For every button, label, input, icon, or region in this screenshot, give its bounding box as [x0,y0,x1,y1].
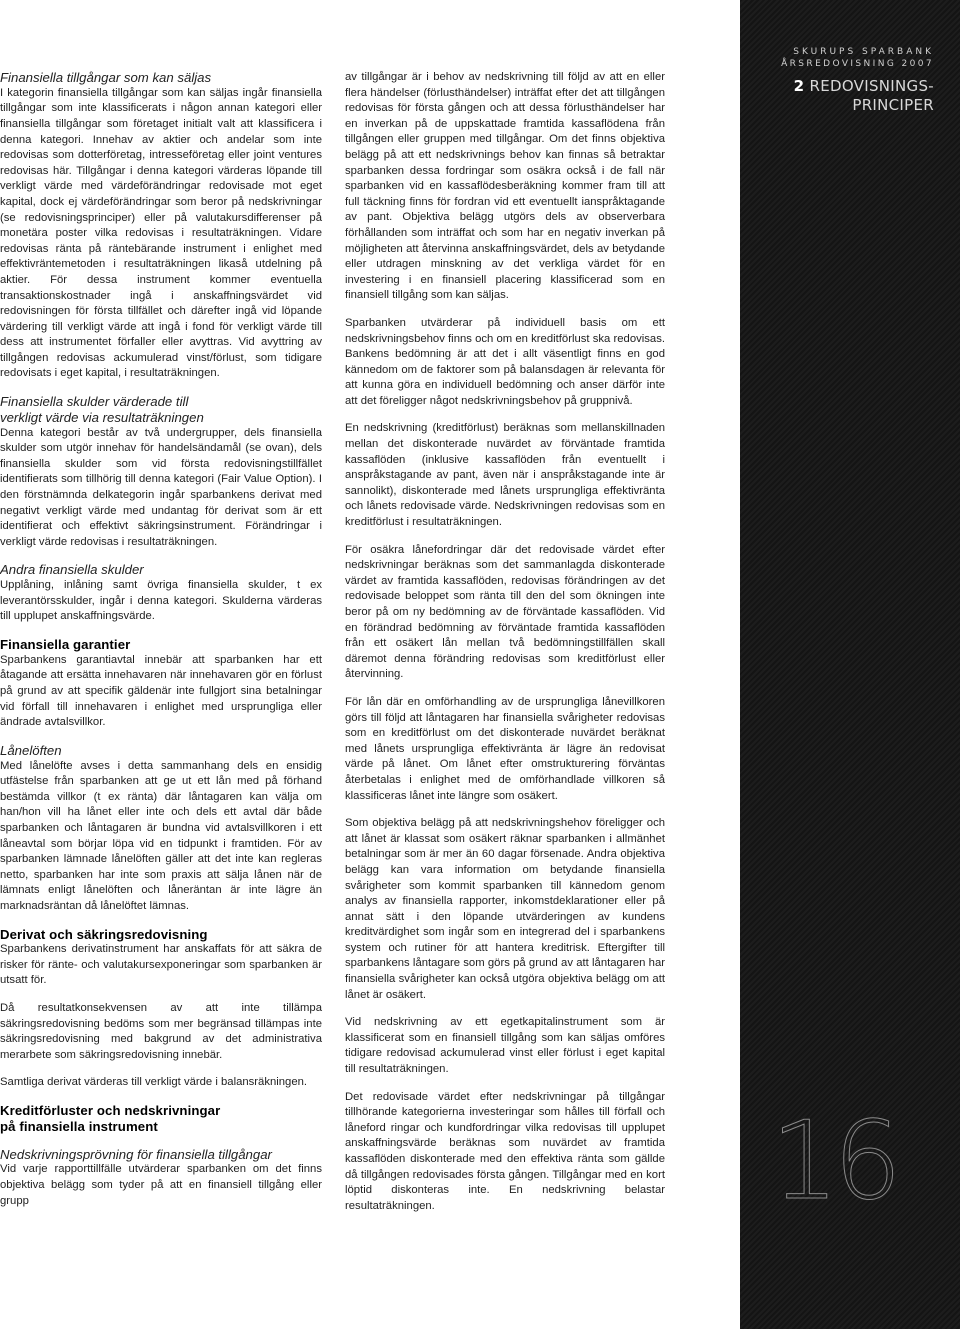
chapter-title-line1: REDOVISNINGS- [809,77,934,95]
paragraph-derivatives-3: Samtliga derivat värderas till verkligt värde i balansräkningen. [0,1076,308,1089]
heading-financial-guarantees: Finansiella garantier [0,637,131,652]
paragraph-loan-promises: Med lånelöfte avses i detta sammanhang dels en ensidig utfästelse från sparbanken att ge ut ett lån med på förhand bestämda villkor (t ex ränta) där låntagaren kan välja om han/hon vill ha lånet eller inte och dels ett avtal där både sparbanken och låntagaren är bundna vid avtalsvillkoren i ett låneavtal som börjar löpa vid en tidpunkt i framtiden. För av sparbanken lämnade lånelöften gäller att det inte kan regleras netto, sparbanken har inte som praxis att sälja lånen när de lämnats enligt lånelöften och låneräntan är inte lägre än marknadsräntan då lånelöftet lämnas. [0,759,322,912]
side-strip [740,0,960,1329]
paragraph-mid-5: För lån där en omförhandling av de ursprungliga lånevillkoren görs till följd att låntagaren har finansiella svårigheter redovisas som en kreditförlust om det diskonterade nuvärdet beräknat med lånets ursprungliga effektivränta är lägre än redovisat värde på lånet. Om lånet efter omstrukturering förväntas återbetalas i enlighet med de omförhandlade villkoren så klassificeras lånet inte längre som osäkert. [345,695,665,802]
paragraph-derivatives-1: Sparbankens derivatinstrument har anskaffats för att säkra de risker för ränte- och valutakursexponeringar som sparbanken är utsatt för. [0,943,322,987]
paragraph-mid-6: Som objektiva belägg på att nedskrivningshehov föreligger och att lånet är klassat som osäkert räknar sparbanken i allmänhet betalningar som är mer än 60 dagar försenade. Andra objektiva belägg kan vara information om betydande finansiella svårigheter som kommit sparbanken till kännedom genom analys av finansiella rapporter, inkomstdeklarationer eller på annat sätt i den löpande utvärderingen av kundens kreditvärdighet som ingår som en integrerad del i sparbankens system och rutiner för att hantera kreditrisk. Eftergifter till sparbankens låntagare som görs på grund av att låntagaren har finansiella svårigheter kan också utgöra objektiva belägg om att lånet är osäkert. [345,817,665,1001]
chapter-heading [794,77,934,115]
middle-column [345,70,665,1214]
left-column [0,70,322,1209]
paragraph-financial-guarantees: Sparbankens garantiavtal innebär att sparbanken har ett åtagande att ersätta innehavaren när innehavaren gör en förlust på grund av att specifik gäldenär inte fullgjort sina betalningar vid förfall till innehavaren i enlighet med ursprungliga eller ändrade avtalsvillkor. [0,653,322,729]
heading-other-financial-liabilities: Andra finansiella skulder [0,562,144,578]
paragraph-mid-3: En nedskrivning (kreditförlust) beräknas som mellanskillnaden mellan det diskonterade nuvärdet av förväntade framtida kassaflöden (inklusive kassaflöden från eventuellt i anspråkstagande av pant, även när i anspråkstagande inte är sannolikt), diskonterade med lånets ursprungliga effektivränta och lånets redovisade värde. Nedskrivningen redovisas som en kreditförlust i resultaträkningen. [345,422,665,529]
chapter-title-line2: PRINCIPER [852,96,934,114]
heading-credit-losses-line1: Kreditförluster och nedskrivningar [0,1103,221,1119]
heading-financial-assets-for-sale: Finansiella tillgångar som kan säljas [0,70,212,85]
paragraph-mid-2: Sparbanken utvärderar på individuell basis om ett nedskrivningsbehov finns och om en kreditförlust ska redovisas. Bankens bedömning är att det i allt väsentligt finns en god kännedom om de faktorer som på balansdagen är relevanta för att kunna göra en individuell bedömning och anser därför inte att det föreligger något nedskrivningsbehov på gruppnivå. [345,316,665,407]
brand-header [781,46,934,70]
paragraph-impairment-test: Vid varje rapporttillfälle utvärderar sparbanken om det finns objektiva belägg som tyder på att en finansiell tillgång eller grupp [0,1163,322,1207]
page-number: 16 [770,1099,896,1224]
paragraph-mid-4: För osäkra lånefordringar där det redovisade värdet efter nedskrivningar beräknas som det sammanlagda diskonterade värdet av framtida kassaflöden, redovisas förändringen av det redovisade beloppet som ränta till den del som ökningen inte beror på om ny bedömning av de förväntade kassaflöden. Vid en förändrad bedömning av förväntade framtida kassaflöden från ett osäkert lån mellan två bedömningstillfällen skall däremot denna förändring redovisas som kreditförlust eller återvinning. [345,543,665,681]
paragraph-mid-8: Det redovisade värdet efter nedskrivningar på tillgångar tillhörande kategorierna investeringar som hålles till förfall och låneford ringar och kundfordringar vilka redovisas till upplupet anskaffningsvärde beräknas som nuvärdet av framtida kassaflöden diskonterade med den effektiva ränta som gällde då tillgången redovisades första gången. Tillgångar med en kort löptid diskonteras inte. En nedskrivning belastar resultaträkningen. [345,1090,665,1212]
paragraph-financial-assets-for-sale: I kategorin finansiella tillgångar som kan säljas ingår finansiella tillgångar som inte klassificerats i någon annan kategori eller finansiella tillgångar som företaget initialt valt att klassificera i denna kategori. Innehav av aktier och andelar som inte redovisas som dotterföretag, intresseföretag eller joint ventures redovisas här. Tillgångar i denna kategori värderas löpande till verkligt värde med värdeförändringar redovisade mot eget kapital, dock ej värdeförändringar som beror på nedskrivningar (se redovisningsprinciper) eller på valutakursdifferenser på monetära poster vilka redovisas i resultaträkningen. Vidare redovisas ränta på räntebärande instrument i enlighet med effektivräntemetoden i resultaträkningen likaså utdelning på aktier. För dessa instrument kommer eventuella transaktionskostnader ingå i anskaffningsvärdet vid redovisningen för första tillfället och därefter ingå vid löpande värdering till verkligt värde att ingå i fond för verkligt värde till dess att instrumentet förfaller eller avyttras. Vid avyttring av tillgången redovisas ackumulerad vinst/förlust, som tidigare redovisats i eget kapital, i resultaträkningen. [0,86,322,380]
heading-financial-liabilities-line2: verkligt värde via resultaträkningen [0,409,204,425]
paragraph-derivatives-2: Då resultatkonsekvensen av att inte tillämpa säkringsredovisning bedöms som mer begränsad tillämpas inte säkringsredovisning med bakgrund av det administrativa merarbete som säkringsredovisning innebär. [0,1002,322,1061]
report-title: ÅRSREDOVISNING 2007 [781,59,934,69]
chapter-number: 2 [793,77,805,95]
heading-derivatives: Derivat och säkringsredovisning [0,926,208,942]
brand-name: SKURUPS SPARBANK [793,47,934,57]
heading-loan-promises: Lånelöften [0,742,62,758]
heading-financial-liabilities-line1: Finansiella skulder värderade till [0,394,189,410]
paragraph-mid-7: Vid nedskrivning av ett egetkapitalinstrument som är klassificerat som en finansiell tillgång som kan säljas omföres tidigare redovisad ackumulerad vinst eller förlust i eget kapital till resultaträkningen. [345,1016,665,1076]
heading-impairment-test: Nedskrivningsprövning för finansiella tillgångar [0,1146,272,1162]
paragraph-mid-1: av tillgångar är i behov av nedskrivning till följd av att en eller flera händelser (förlusthändelser) inträffat efter det att tillgången redovisas för första gången och att dessa förlusthändelser har en inverkan på de uppskattade framtida kassaflödena från tillgången eller gruppen med tillgångar. Om det finns objektiva belägg på att ett nedskrivnings behov kan finnas så betraktar sparbanken dessa fordringar som osäkra också i de fall när sparbanken vid en kassaflödesberäkning kommer fram till att full täckning finns för fordran vid ett eventuellt ianspråktagande av pant. Objektiva belägg utgörs dels av observerbara förhållanden som inträffat och som har en negativ inverkan på möjligheten att återvinna anskaffningsvärdet, dels av betydande eller utdragen minskning av det verkliga värdet för en investering i en finansiell placering klassificerad som en finansiell tillgång som kan säljas. [345,71,665,302]
heading-credit-losses-line2: på finansiella instrument [0,1118,158,1134]
paragraph-other-financial-liabilities: Upplåning, inlåning samt övriga finansiella skulder, t ex leverantörsskulder, ingår i denna kategori. Skulderna värderas till upplupet anskaffningsvärde. [0,579,322,623]
paragraph-financial-liabilities: Denna kategori består av två undergrupper, dels finansiella skulder som utgör innehav för handelsändamål (se ovan), dels finansiella skulder som vid första redovisningstillfället identifierats som tillhörig till denna kategori (Fair Value Option). I den förstnämnda delkategorin ingår sparbankens derivat med negativt verkligt värde med undantag för derivat som är ett identifierat och effektivt säkringsinstrument. Förändringar i verkligt värde redovisas i resultaträkningen. [0,426,322,548]
